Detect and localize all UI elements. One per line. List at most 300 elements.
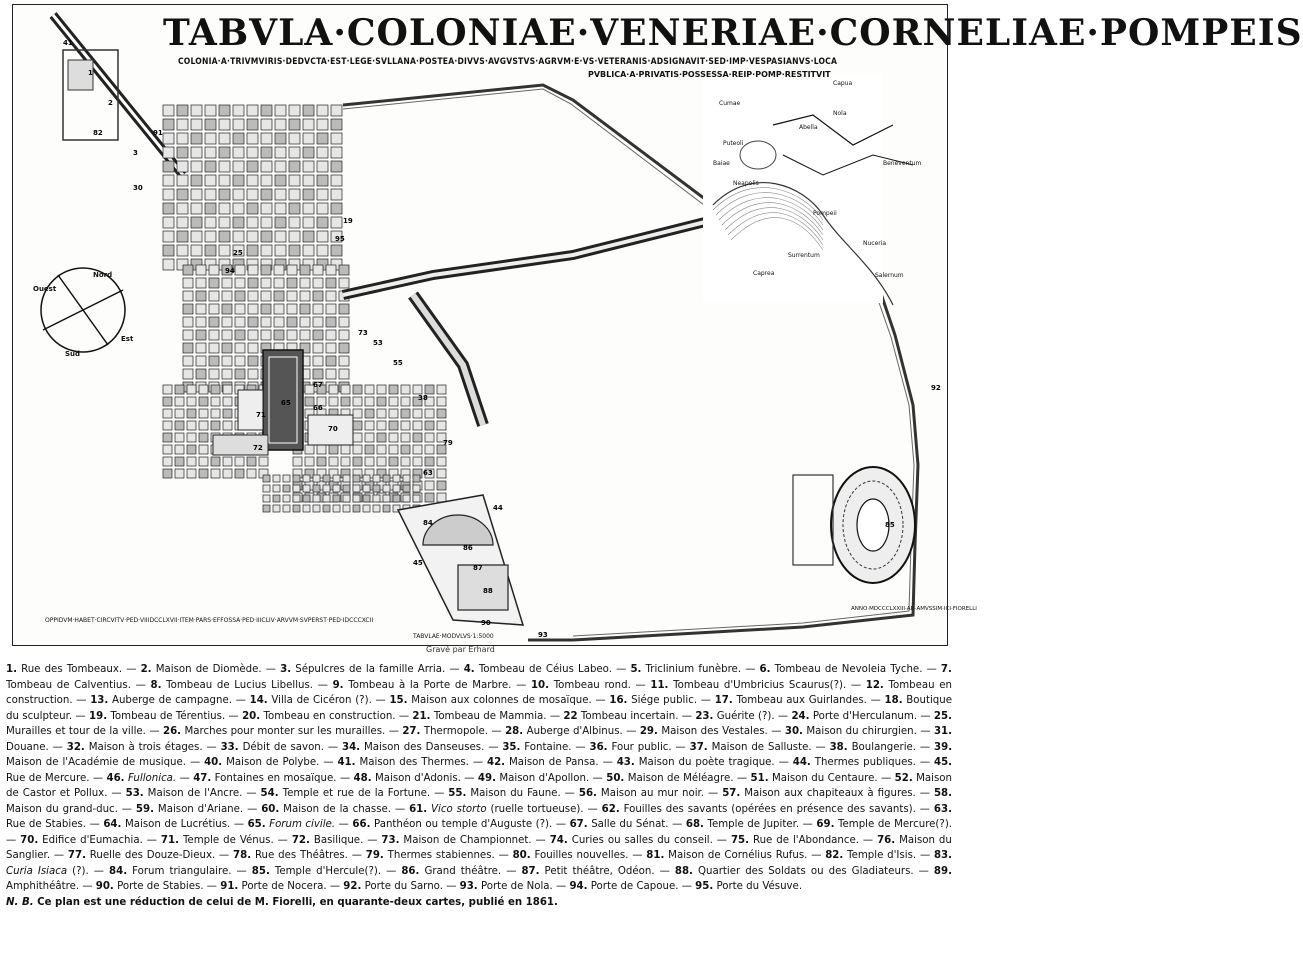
basilique [238, 390, 263, 430]
inset-place-label: Neapolis [733, 180, 759, 187]
legend-number: 79. [365, 850, 384, 861]
insula [329, 445, 338, 454]
insula [187, 445, 196, 454]
insula [275, 175, 286, 186]
legend-item [640, 726, 768, 737]
legend-item [161, 835, 274, 846]
insula [163, 119, 174, 130]
legend-number: 64. [103, 819, 122, 830]
engraver-credit: Gravé par Erhard [426, 645, 495, 654]
legend-text: Quartier des Soldats ou des Gladiateurs. [697, 865, 914, 877]
legend-text: Thermes stabiennes. [387, 850, 495, 861]
legend-item [690, 742, 812, 753]
insula [363, 485, 370, 492]
insula [183, 317, 193, 327]
insula [205, 203, 216, 214]
insula [261, 175, 272, 186]
legend-item [221, 742, 324, 753]
legend-item [402, 726, 488, 737]
legend-text: Auberge d'Albinus. [526, 726, 623, 737]
insula [187, 457, 196, 466]
insula [413, 433, 422, 442]
inset-place-label: Nuceria [863, 240, 887, 247]
insula [365, 433, 374, 442]
legend-text: Maison de Diomède. [155, 664, 262, 675]
insula [275, 245, 286, 256]
legend-item [502, 742, 571, 753]
legend-text: Guérite (?). [716, 710, 775, 722]
legend-item [686, 819, 799, 830]
insula [287, 317, 297, 327]
insula [199, 433, 208, 442]
insula [247, 119, 258, 130]
insula [223, 457, 232, 466]
insula [223, 469, 232, 478]
insula [303, 475, 310, 482]
insula [393, 485, 400, 492]
insula [353, 397, 362, 406]
insula [326, 317, 336, 327]
legend-number: 86. [401, 865, 420, 877]
insula [259, 457, 268, 466]
insula [209, 317, 219, 327]
legend-number: 39. [934, 741, 953, 753]
legend-number: 25. [933, 710, 952, 722]
insula [326, 265, 336, 275]
insula [293, 475, 300, 482]
insula [248, 291, 258, 301]
map-label: 90 [481, 619, 491, 627]
insula [223, 421, 232, 430]
insula [393, 475, 400, 482]
legend-text: Maison de Méléagre. [627, 772, 734, 784]
insula [289, 147, 300, 158]
legend-number: 14. [249, 695, 268, 706]
insula [317, 147, 328, 158]
insula [247, 189, 258, 200]
legend-item [830, 742, 916, 753]
insula [287, 265, 297, 275]
inset-place-label: Puteoli [723, 140, 744, 147]
insula [303, 105, 314, 116]
insula [175, 433, 184, 442]
map-label: 2 [108, 99, 113, 107]
legend-number: 52. [894, 772, 913, 784]
insula [275, 147, 286, 158]
legend-number: 37. [689, 741, 708, 753]
insula [313, 505, 320, 512]
legend-text: Tombeau incertain. [580, 710, 679, 722]
insula [287, 278, 297, 288]
legend-item [366, 850, 495, 861]
legend-item [96, 881, 204, 892]
legend-number: 42. [487, 757, 506, 768]
legend-item [280, 664, 445, 675]
legend-text: Rue des Tombeaux. [21, 664, 123, 675]
legend-number: 50. [606, 772, 625, 784]
legend-text: Porte de Stabies. [117, 881, 204, 892]
insula [275, 119, 286, 130]
legend-text: Tombeau rond. [553, 679, 631, 691]
insula [235, 356, 245, 366]
insula [303, 147, 314, 158]
insula [196, 343, 206, 353]
legend-item [150, 680, 313, 691]
legend-text: Murailles et tour de la ville. [6, 726, 146, 737]
insula [303, 217, 314, 228]
insula [333, 475, 340, 482]
insula [187, 421, 196, 430]
insula [365, 445, 374, 454]
legend-text: Tombeau de Calventius. [6, 679, 131, 691]
legend-text: Fontaine. [524, 741, 572, 753]
insula [275, 217, 286, 228]
legend-item [715, 695, 867, 706]
insula [263, 505, 270, 512]
insula [329, 397, 338, 406]
insula [377, 421, 386, 430]
legend-number: 62. [601, 803, 620, 815]
insula [183, 265, 193, 275]
map-label: 95 [335, 235, 345, 243]
legend-number: 8. [150, 679, 162, 691]
insula [275, 203, 286, 214]
legend-item [531, 680, 631, 691]
legend-number: 58. [933, 788, 952, 799]
insula [287, 330, 297, 340]
insula [222, 343, 232, 353]
insula [353, 495, 360, 502]
legend-number: 74. [549, 834, 568, 846]
insula [191, 231, 202, 242]
insula [437, 457, 446, 466]
insula [209, 330, 219, 340]
insula [247, 245, 258, 256]
insula [413, 385, 422, 394]
map-label: 79 [443, 439, 453, 447]
legend-text: Maison à trois étages. [88, 741, 203, 753]
insula [261, 330, 271, 340]
insula [205, 147, 216, 158]
insula [183, 304, 193, 314]
insula [248, 278, 258, 288]
legend-item [126, 788, 243, 799]
legend-number: 4. [463, 664, 475, 675]
legend-text: Maison des Vestales. [661, 726, 768, 737]
legend-number: 13. [90, 695, 109, 706]
legend-number: 33. [220, 741, 239, 753]
legend-number: 69. [816, 819, 835, 830]
insula [187, 397, 196, 406]
legend-number: 23. [695, 710, 714, 722]
legend-number: 56. [578, 788, 597, 799]
legend-text: Siége public. [631, 695, 698, 706]
insula [199, 397, 208, 406]
insula [205, 119, 216, 130]
insula [219, 217, 230, 228]
legend-item [695, 711, 774, 722]
insula [303, 133, 314, 144]
insula [177, 217, 188, 228]
legend-item [606, 773, 733, 784]
insula [163, 231, 174, 242]
legend-item [141, 664, 262, 675]
insula [219, 133, 230, 144]
legend-item [204, 757, 319, 768]
insula [235, 265, 245, 275]
insula [183, 278, 193, 288]
insula [389, 457, 398, 466]
legend-item [825, 850, 916, 861]
map-label: 44 [493, 504, 503, 512]
legend-number: 55. [448, 788, 467, 799]
tabulae-note: TABVLAE·MODVLVS·1:5000 [413, 633, 494, 640]
inset-place-label: Surrentum [788, 252, 820, 259]
legend-number: 31. [933, 726, 952, 737]
legend-text: Forum triangulaire. [132, 865, 232, 877]
legend-text: Temple d'Isis. [847, 850, 917, 861]
insula [199, 445, 208, 454]
insula [163, 457, 172, 466]
legend-item [401, 866, 501, 877]
scale-note: OPPIDVM·HABET·CIRCVITV·PED·VIIIDCCLXVII·ITEM·PARS·EFFOSSA·PED·IIICLIV·ARVVM·SVPERST·PED·IDCCCXCII [45, 617, 374, 624]
insula [233, 147, 244, 158]
insula [389, 409, 398, 418]
insula [247, 217, 258, 228]
legend-text: Grand théâtre. [424, 865, 502, 877]
map-label: 1 [88, 69, 93, 77]
insula [205, 133, 216, 144]
legend-number: 47. [193, 772, 212, 784]
insula [317, 105, 328, 116]
insula [329, 385, 338, 394]
legend-item [261, 804, 391, 815]
legend-number: 75. [730, 834, 750, 846]
insula [274, 304, 284, 314]
insula [183, 330, 193, 340]
legend-item [107, 773, 177, 784]
insula [313, 369, 323, 379]
legend-text: Four public. [611, 741, 672, 753]
insula [261, 317, 271, 327]
legend-number: 26. [163, 726, 182, 737]
insula [199, 421, 208, 430]
map-label: 41 [63, 39, 73, 47]
legend-text: Porte de Capoue. [590, 881, 679, 892]
legend-item [646, 850, 807, 861]
insula [377, 397, 386, 406]
insula [235, 317, 245, 327]
insula [363, 495, 370, 502]
insula [177, 231, 188, 242]
insula [339, 356, 349, 366]
nb-text: Ce plan est une réduction de celui de M. Fiorelli, en quarante-deux cartes, publié en 1861. [33, 896, 558, 908]
insula [283, 485, 290, 492]
legend-text: Thermopole. [423, 726, 488, 737]
insula [437, 397, 446, 406]
insula [289, 175, 300, 186]
insula [275, 161, 286, 172]
map-label: 93 [538, 631, 548, 639]
legend-number: 7. [940, 664, 952, 675]
insula [317, 133, 328, 144]
insula [191, 245, 202, 256]
insula [199, 457, 208, 466]
legend-item [20, 835, 143, 846]
legend-text: Tombeau de Nevoleia Tyche. [774, 664, 923, 675]
insula [261, 231, 272, 242]
insula [247, 203, 258, 214]
insula [341, 457, 350, 466]
insula [339, 317, 349, 327]
legend-text: Amphithéâtre. [6, 881, 80, 892]
insula [175, 397, 184, 406]
map-label: 25 [233, 249, 243, 257]
fiorelli-note: ANNO·MDCCCLXXIII·AD·AMVSSIM·ICI·FIORELLI [851, 606, 977, 612]
legend-number: 51. [750, 772, 769, 784]
legend-item [261, 788, 431, 799]
legend-number: 70. [20, 834, 39, 846]
insula [343, 505, 350, 512]
legend-number: 93. [459, 881, 478, 892]
legend-text: Marches pour monter sur les murailles. [184, 726, 386, 737]
legend-number: 29. [639, 726, 658, 737]
insula [313, 495, 320, 502]
insula [183, 291, 193, 301]
legend-text: Rue de Stabies. [6, 819, 87, 830]
insula [317, 245, 328, 256]
legend-item [68, 850, 215, 861]
insula [331, 175, 342, 186]
map-label: 66 [313, 404, 323, 412]
insula [247, 105, 258, 116]
insula [326, 330, 336, 340]
insula [331, 147, 342, 158]
legend-number: 34. [341, 741, 361, 753]
insula [196, 369, 206, 379]
legend-item [89, 711, 225, 722]
insula [163, 385, 172, 394]
legend-text: Boutique du sculpteur. [6, 695, 952, 722]
legend-item [487, 757, 599, 768]
legend-text: Maison d'Adonis. [375, 772, 461, 784]
insula [287, 291, 297, 301]
insula [275, 105, 286, 116]
inset-place-label: Abella [799, 124, 818, 131]
insula [219, 105, 230, 116]
insula [317, 161, 328, 172]
insula [425, 493, 434, 502]
legend-number: 24. [791, 710, 810, 722]
insula [175, 385, 184, 394]
insula [211, 421, 220, 430]
insula [305, 445, 314, 454]
insula [163, 409, 172, 418]
legend-text: Maison de Championnet. [403, 834, 532, 846]
insula [425, 457, 434, 466]
insula [437, 469, 446, 478]
map-label: 19 [343, 217, 353, 225]
insula [353, 433, 362, 442]
insula [323, 495, 330, 502]
legend-number: 43. [616, 757, 635, 768]
map-label: 86 [463, 544, 473, 552]
insula [211, 457, 220, 466]
inset-place-label: Capua [833, 80, 853, 87]
insula [401, 385, 410, 394]
insula [177, 147, 188, 158]
insula [261, 203, 272, 214]
legend-text: Maison des Danseuses. [363, 741, 485, 753]
insula [222, 356, 232, 366]
legend-text: Maison d'Ariane. [157, 803, 244, 815]
inset-place-label: Baiae [713, 160, 730, 167]
insula [191, 217, 202, 228]
insula [353, 445, 362, 454]
legend-number: 22 [563, 710, 578, 722]
legend-text: Maison de Lucrétius. [124, 819, 231, 830]
legend-item [791, 711, 917, 722]
insula [373, 505, 380, 512]
insula [303, 231, 314, 242]
legend-item [337, 757, 468, 768]
insula [365, 409, 374, 418]
legend-item [602, 804, 916, 815]
insula [187, 385, 196, 394]
insulae-north [163, 105, 342, 270]
insula [183, 356, 193, 366]
insula [317, 457, 326, 466]
insula [261, 265, 271, 275]
legend-item [675, 866, 914, 877]
map-label: 92 [931, 384, 941, 392]
legend: 1. Rue des Tombeaux. — 2. Maison de Diomède. — 3. Sépulcres de la famille Arria. — 4. Tombeau de Céius Labeo. — 5. Triclinium funèbre. — 6. Tombeau de Nevoleia Tyche. — 7. Tombeau de Calventius. — 8. Tombeau de Lucius Libellus. — 9. Tombeau à la Porte de Marbre. — 10. Tombeau rond. — 11. Tombeau d'Umbricius Scaurus(?). — 12. Tombeau en construction. — 13. Auberge de campagne. — 14. Villa de Cicéron (?). — 15. Maison aux colonnes de mosaïque. — 16. Siége public. — 17. Tombeau aux Guirlandes. — 18. Boutique du sculpteur. — 19. Tombeau de Térentius. — 20. Tombeau en construction. — 21. Tombeau de Mammia. — 22 Tombeau incertain. — 23. Guérite (?). — 24. Porte d'Herculanum. — 25. Murailles et tour de la ville. — 26. Marches pour monter sur les murailles. — 27. Thermopole. — 28. Auberge d'Albinus. — 29. Maison des Vestales. — 30. Maison du chirurgien. — 31. Douane. — 32. Maison à trois étages. — 33. Débit de savon. — 34. Maison des Danseuses. — 35. Fontaine. — 36. Four public. — 37. Maison de Salluste. — 38. Boulangerie. — 39. Maison de l'Académie de musique. — 40. Maison de Polybe. — 41. Maison des Thermes. — 42. Maison de Pansa. — 43. Maison du poète tragique. — 44. Thermes publiques. — 45. Rue de Mercure. — 46. Fullonica. — 47. Fontaines en mosaïque. — 48. Maison d'Adonis. — 49. Maison d'Apollon. — 50. Maison de Méléagre. — 51. Maison du Centaure. — 52. Maison de Castor et Pollux. — 53. Maison de l'Ancre. — 54. Temple et rue de la Fortune. — 55. Maison du Faune. — 56. Maison au mur noir. — 57. Maison aux chapiteaux à figures. — 58. Maison du grand-duc. — 59. Maison d'Ariane. — 60. Maison de la chasse. — 61. Vico storto (ruelle tortueuse). — 62. Fouilles des savants (opérées en présence des savants). — 63. Rue de Stabies. — 64. Maison de Lucrétius. — 65. Forum civile. — 66. Panthéon ou temple d'Auguste (?). — 67. Salle du Sénat. — 68. Temple de Jupiter. — 69. Temple de Mercure(?). — 70. Edifice d'Eumachia. — 71. Temple de Vénus. — 72. Basilique. — 73. Maison de Championnet. — 74. Curies ou salles du conseil. — 75. Rue de l'Abondance. — 76. Maison du Sanglier. — 77. Ruelle des Douze-Dieux. — 78. Rue des Théâtres. — 79. Thermes stabiennes. — 80. Fouilles nouvelles. — 81. Maison de Cornélius Rufus. — 82. Temple d'Isis. — 83. Curia Isiaca (?). — 84. Forum triangulaire. — 85. Temple d'Hercule(?). — 86. Grand théâtre. — 87. Petit théâtre, Odéon. — 88. Quartier des Soldats ou des Gladiateurs. — 89. Amphithéâtre. — 90. Porte de Stabies. — 91. Porte de Nocera. — 92. Porte du Sarno. — 93. Porte de Nola. — 94. Porte de Capoue. — 95. Porte du Vésuve. N. B. Ce plan est une réduction de celui de M. Fiorelli, en quarante-deux cartes, publié en 1861. [6, 664, 953, 908]
insula [377, 457, 386, 466]
legend-number: 85. [251, 865, 270, 877]
insula [293, 505, 300, 512]
insula [413, 457, 422, 466]
compass-ouest: Ouest [33, 285, 57, 293]
insula [353, 485, 360, 492]
insula [235, 278, 245, 288]
compass-axis-ew [43, 290, 123, 330]
insula [425, 385, 434, 394]
insula [209, 291, 219, 301]
insula [313, 356, 323, 366]
map-label: 82 [93, 129, 103, 137]
map-label: 45 [413, 559, 423, 567]
insula [263, 495, 270, 502]
insula [289, 203, 300, 214]
insula [223, 397, 232, 406]
map-label: 53 [373, 339, 383, 347]
insula [313, 330, 323, 340]
legend-item [381, 835, 531, 846]
legend-text: Ruelle des Douze-Dieux. [89, 850, 216, 861]
insula [326, 356, 336, 366]
legend-text: Villa de Cicéron (?). [271, 695, 372, 706]
legend-text: Maison du grand-duc. [6, 803, 118, 815]
insula [283, 495, 290, 502]
insula [187, 469, 196, 478]
insula [283, 475, 290, 482]
legend-text: Maison du Faune. [470, 788, 561, 799]
insula [248, 330, 258, 340]
insula [303, 189, 314, 200]
legend-text: Triclinium funèbre. [645, 664, 742, 675]
insula [339, 304, 349, 314]
legend-number: 59. [135, 803, 154, 815]
